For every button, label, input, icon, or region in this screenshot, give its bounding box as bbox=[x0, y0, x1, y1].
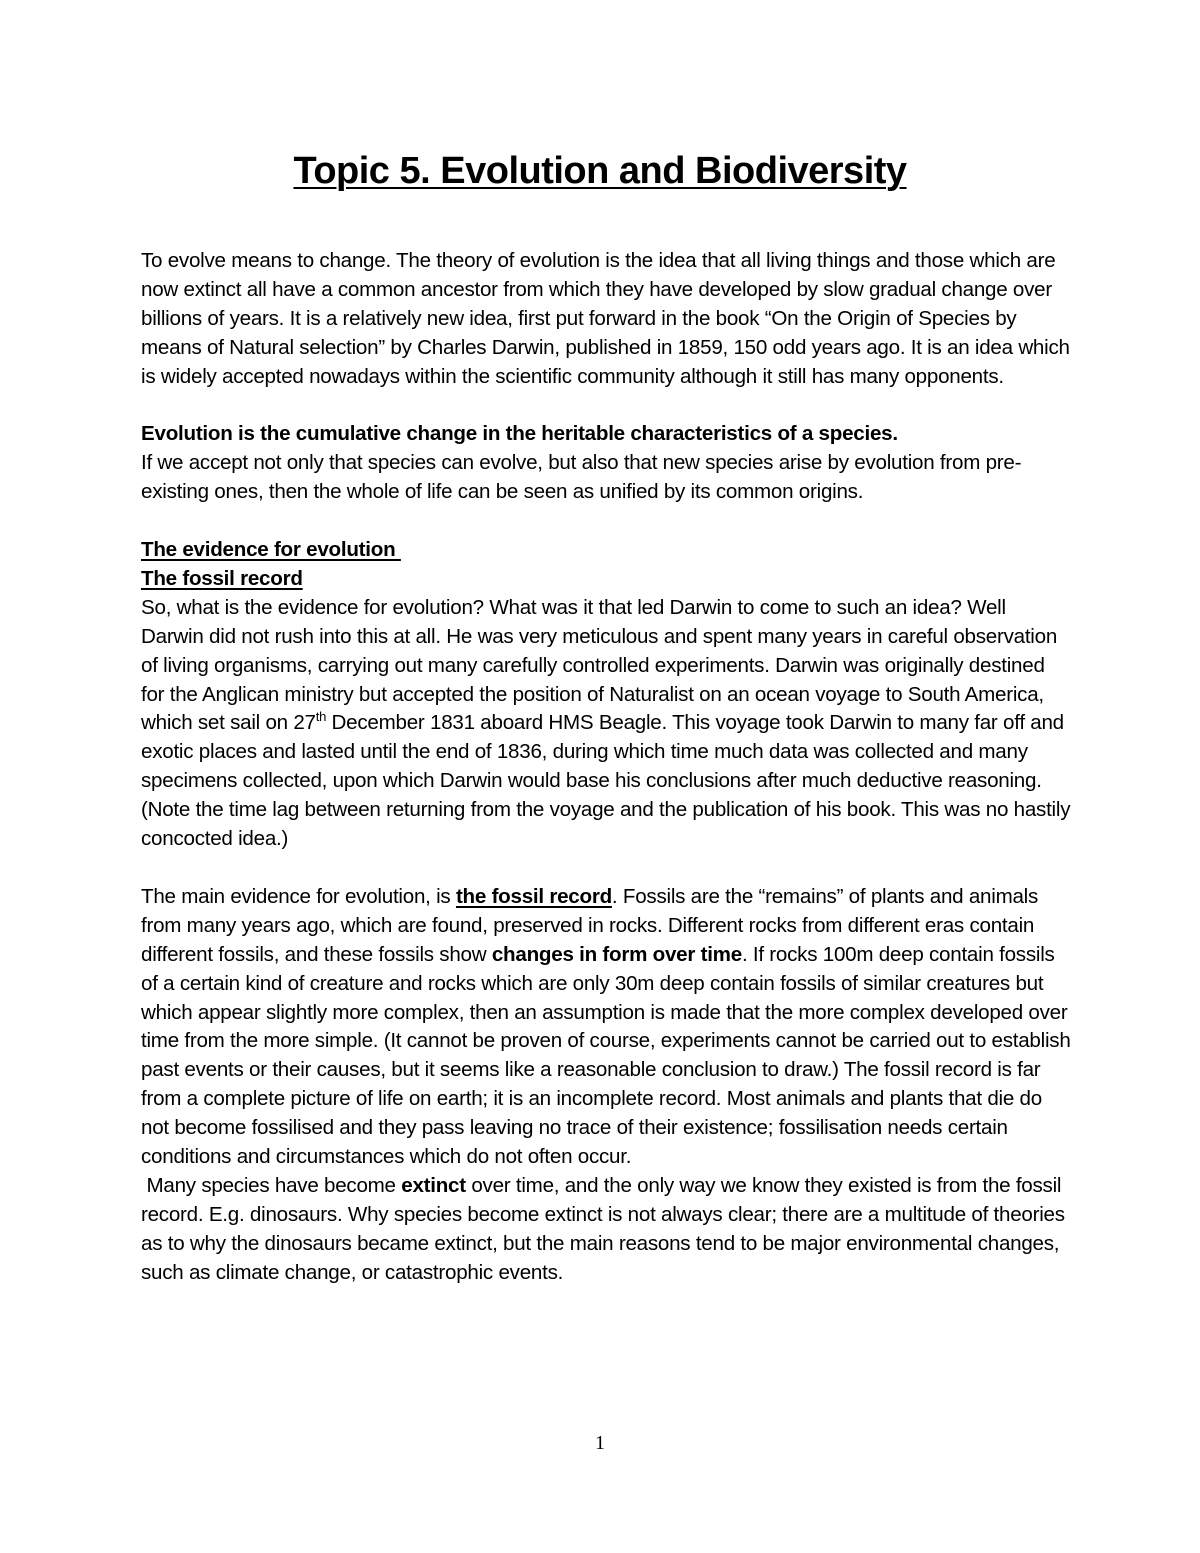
extinction-paragraph bbox=[141, 1172, 1071, 1288]
page-title: Topic 5. Evolution and Biodiversity bbox=[293, 150, 907, 192]
extinct-term: extinct bbox=[401, 1173, 466, 1197]
paragraph-gap bbox=[141, 392, 1071, 421]
changes-in-form-term: changes in form over time bbox=[491, 942, 742, 966]
darwin-text-part-1: So, what is the evidence for evolution? What was it that led Darwin to come to such an idea? Well Darwin did not rush into this at all. He was very meticulous and spent many years in careful observation of living organisms, carrying out many carefully controlled experiments. Darwin was originally destined for the Anglican ministry but accepted the position of Naturalist on an ocean voyage to South America, which set sail on 27 bbox=[141, 595, 1058, 735]
darwin-paragraph bbox=[141, 594, 1071, 854]
ordinal-suffix: th bbox=[315, 709, 327, 725]
paragraph-gap bbox=[141, 854, 1071, 883]
definition-paragraph: If we accept not only that species can evolve, but also that new species arise by evolution from pre-existing ones, then the whole of life can be seen as unified by its common origins. bbox=[141, 451, 1022, 504]
definition-statement: Evolution is the cumulative change in the heritable characteristics of a species. bbox=[141, 422, 898, 446]
fossil-record-term: the fossil record bbox=[455, 884, 612, 908]
page-number: 1 bbox=[595, 1432, 605, 1454]
fossil-text-part-2: . Fossils are the “remains” of plants and animals from many years ago, which are found, preserved in rocks. Different rocks from different eras contain different fossils, and these fossils show bbox=[141, 884, 1039, 966]
document-body bbox=[141, 247, 1071, 1288]
intro-paragraph: To evolve means to change. The theory of evolution is the idea that all living things and those which are now extinct all have a common ancestor from which they have developed by slow gradual change over billions of years. It is a relatively new idea, first put forward in the book “On the Origin of Species by means of Natural selection” by Charles Darwin, published in 1859, 150 odd years ago. It is an idea which is widely accepted nowadays within the scientific community although it still has many opponents. bbox=[141, 249, 1070, 388]
fossil-paragraph bbox=[141, 883, 1071, 1172]
fossil-text-part-1: The main evidence for evolution, is bbox=[141, 884, 456, 908]
darwin-text-part-2: December 1831 aboard HMS Beagle. This voyage took Darwin to many far off and exotic places and lasted until the end of 1836, during which time much data was collected and many specimens collected, upon which Darwin would base his conclusions after much deductive reasoning. (Note the time lag between returning from the voyage and the publication of his book. This was no hastily concocted idea.) bbox=[141, 711, 1071, 851]
extinct-text-part-2: over time, and the only way we know they existed is from the fossil record. E.g. dinosaurs. Why species become extinct is not always clear; there are a multitude of theories as to why the dinosaurs became extinct, but the main reasons tend to be major environmental changes, such as climate change, or catastrophic events. bbox=[141, 1173, 1071, 1284]
extinct-text-part-1: Many species have become bbox=[141, 1173, 402, 1197]
fossil-text-part-3: . If rocks 100m deep contain fossils of a certain kind of creature and rocks which are only 30m deep contain fossils of similar creatures but which appear slightly more complex, then an assumption is made that the more complex developed over time from the more simple. (It cannot be proven of course, experiments cannot be carried out to establish past events or their causes, but it seems like a reasonable conclusion to draw.) The fossil record is far from a complete picture of life on earth; it is an incomplete record. Most animals and plants that die do not become fossilised and they pass leaving no trace of their existence; fossilisation needs certain conditions and circumstances which do not often occur. bbox=[141, 942, 1071, 1169]
paragraph-gap bbox=[141, 507, 1071, 536]
section-heading: The evidence for evolution bbox=[141, 538, 401, 562]
subsection-heading: The fossil record bbox=[141, 566, 303, 590]
